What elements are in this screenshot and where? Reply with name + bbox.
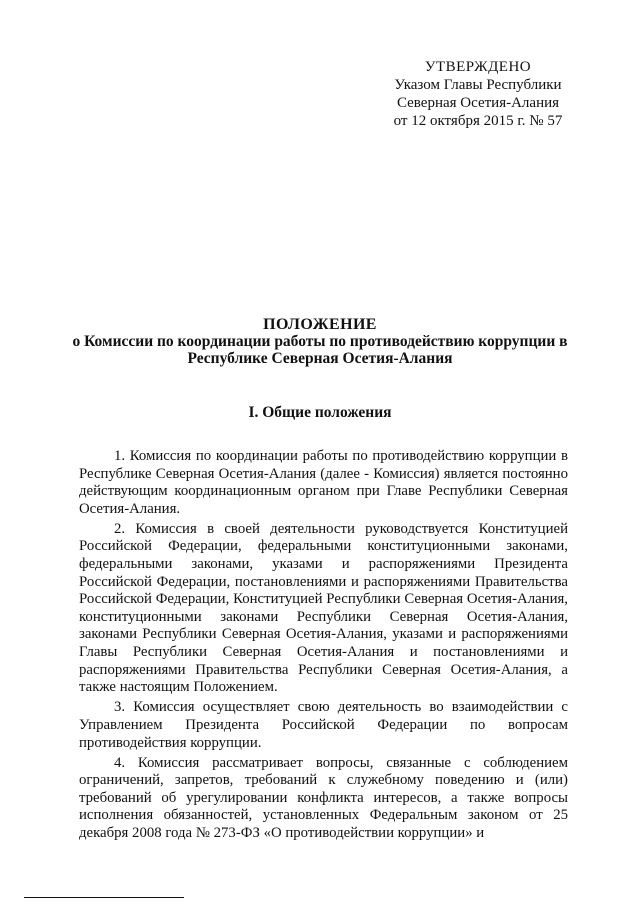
paragraph-4: 4. Комиссия рассматривает вопросы, связанные с соблюдением ограничений, запретов, требований к служебному поведению и (или) требований об урегулировании конфликта интересов, а также вопросы исполнения обязанностей, установленных Федеральным законом от 25 декабря 2008 года № 273-ФЗ «О противодействии коррупции» и	[79, 754, 568, 841]
document-title-line-2: о Комиссии по координации работы по противодействию коррупции в	[72, 333, 568, 350]
approval-stamp	[378, 58, 578, 130]
document-title-line-3: Республике Северная Осетия-Алания	[187, 350, 453, 367]
section-heading: I. Общие положения	[248, 404, 392, 421]
approval-line-1: Указом Главы Республики	[394, 77, 562, 93]
paragraph-2: 2. Комиссия в своей деятельности руководствуется Конституцией Российской Федерации, федеральными конституционными законами, федеральными законами, указами и распоряжениями Президента Российской Федерации, постановлениями и распоряжениями Правительства Российской Федерации, Конституцией Республики Северная Осетия-Алания, конституционными законами Республики Северная Осетия-Алания, законами Республики Северная Осетия-Алания, указами и распоряжениями Главы Республики Северная Осетия-Алания и постановлениями и распоряжениями Правительства Республики Северная Осетия-Алания, а также настоящим Положением.	[79, 520, 568, 696]
document-title-main: ПОЛОЖЕНИЕ	[263, 316, 377, 333]
approval-line-2: Северная Осетия-Алания	[396, 95, 560, 111]
approval-line-3: от 12 октября 2015 г. № 57	[393, 113, 563, 129]
paragraph-3: 3. Комиссия осуществляет свою деятельность во взаимодействии с Управлением Президента Российской Федерации по вопросам противодействия коррупции.	[79, 699, 568, 751]
document-title	[60, 316, 580, 367]
paragraph-1: 1. Комиссия по координации работы по противодействию коррупции в Республике Северная Осетия-Алания (далее - Комиссия) является постоянно действующим координационным органом при Главе Республики Северная Осетия-Алания.	[79, 448, 568, 517]
document-body	[79, 448, 568, 845]
approval-heading: УТВЕРЖДЕНО	[424, 59, 532, 75]
footnote-divider	[24, 897, 184, 898]
